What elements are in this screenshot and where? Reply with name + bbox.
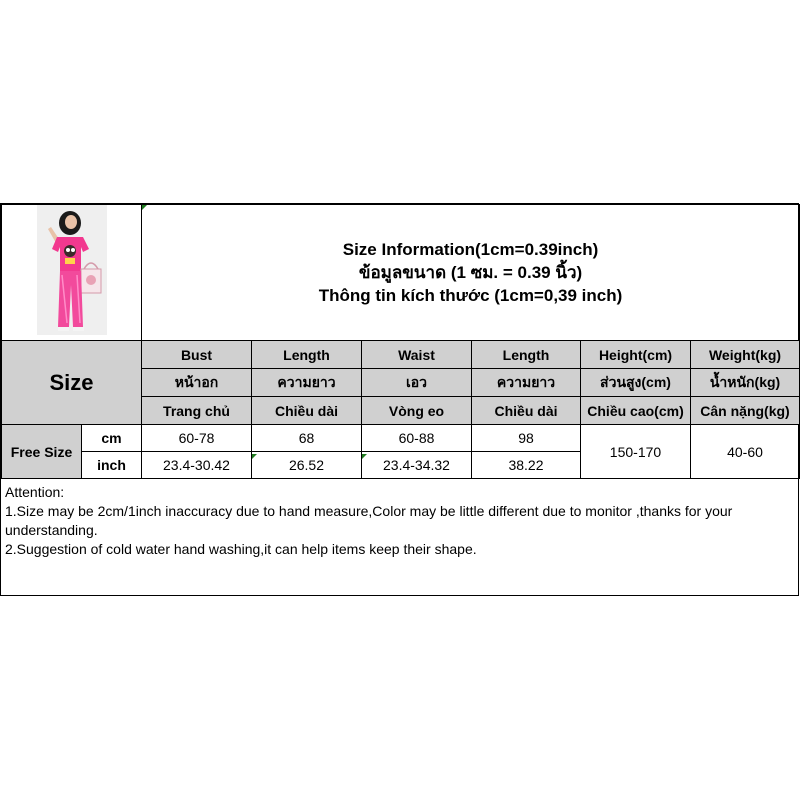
cell-marker-title (142, 205, 147, 210)
cell-marker-inch-waist (362, 454, 367, 459)
header-length2-en: Length (472, 341, 581, 369)
title-thai: ข้อมูลขนาด (1 ซม. = 0.39 นิ้ว) (358, 263, 583, 282)
header-waist-th: เอว (362, 369, 472, 397)
header-bust-vi: Trang chủ (142, 397, 252, 425)
cm-waist: 60-88 (362, 425, 472, 452)
header-weight-vi: Cân nặng(kg) (691, 397, 800, 425)
inch-length: 26.52 (252, 452, 362, 479)
header-height-vi: Chiều cao(cm) (581, 397, 691, 425)
header-weight-th: น้ำหนัก(kg) (691, 369, 800, 397)
header-height-en: Height(cm) (581, 341, 691, 369)
size-chart (0, 203, 799, 596)
header-weight-en: Weight(kg) (691, 341, 800, 369)
header-length-en: Length (252, 341, 362, 369)
height-range: 150-170 (581, 425, 691, 479)
header-bust-en: Bust (142, 341, 252, 369)
product-photo (37, 205, 107, 335)
attention-heading: Attention: (5, 484, 65, 500)
header-length-vi: Chiều dài (252, 397, 362, 425)
unit-inch-label: inch (82, 452, 142, 479)
attention-note-1: 1.Size may be 2cm/1inch inaccuracy due to hand measure,Color may be little different due to monitor ,thanks for your understanding. (5, 503, 733, 538)
header-height-th: ส่วนสูง(cm) (581, 369, 691, 397)
header-waist-vi: Vòng eo (362, 397, 472, 425)
header-waist-en: Waist (362, 341, 472, 369)
size-table (1, 204, 800, 479)
product-photo-cell (2, 205, 142, 341)
free-size-label: Free Size (2, 425, 82, 479)
header-bust-th: หน้าอก (142, 369, 252, 397)
unit-cm-label: cm (82, 425, 142, 452)
cm-length2: 98 (472, 425, 581, 452)
attention-notes (5, 483, 795, 559)
header-length2-vi: Chiều dài (472, 397, 581, 425)
model-face (65, 215, 77, 229)
cm-bust: 60-78 (142, 425, 252, 452)
inch-bust: 23.4-30.42 (142, 452, 252, 479)
cell-marker-inch-length (252, 454, 257, 459)
title-vietnamese: Thông tin kích thước (1cm=0,39 inch) (318, 286, 623, 305)
attention-note-2: 2.Suggestion of cold water hand washing,it can help items keep their shape. (5, 541, 477, 557)
weight-range: 40-60 (691, 425, 800, 479)
cm-length: 68 (252, 425, 362, 452)
title-english: Size Information(1cm=0.39inch) (342, 240, 599, 259)
inch-waist: 23.4-34.32 (362, 452, 472, 479)
inch-length2: 38.22 (472, 452, 581, 479)
size-label: Size (2, 341, 142, 425)
header-length-th: ความยาว (252, 369, 362, 397)
header-length2-th: ความยาว (472, 369, 581, 397)
title-cell (142, 205, 800, 341)
